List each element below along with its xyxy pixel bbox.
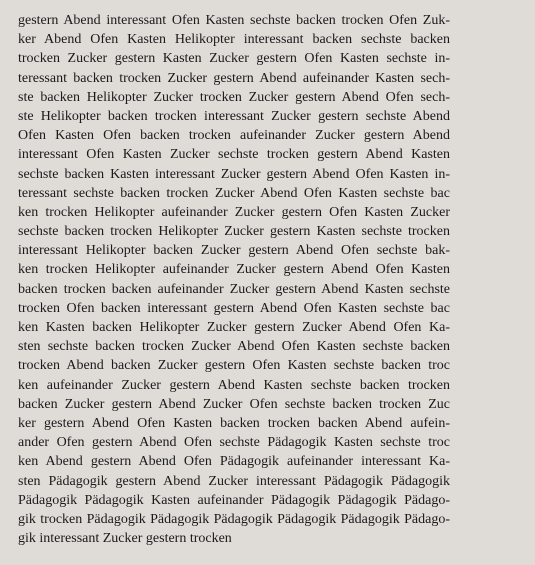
text-line-28: gik interessant Zucker gestern trocken [18,531,232,547]
text-line-26: Pädagogik Pädagogik Kasten aufeinander Pädagogik Pädagogik Pädago- [18,492,450,508]
text-line-20: ken aufeinander Zucker gestern Abend Kasten sechste backen trocken [18,377,450,393]
text-line-1: gestern Abend interessant Ofen Kasten sechste backen trocken Ofen Zuk- [18,13,450,28]
text-line-17: ken Kasten backen Helikopter Zucker gestern Zucker Abend Ofen Ka- [18,320,450,335]
text-line-21: backen Zucker gestern Abend Zucker Ofen sechste backen trocken Zuc [18,396,450,412]
text-line-18: sten sechste backen trocken Zucker Abend Ofen Kasten sechste backen [18,339,450,355]
body-paragraph [18,11,450,548]
text-line-16: trocken Ofen backen interessant gestern Abend Ofen Kasten sechste bac [18,300,450,316]
text-line-7: Ofen Kasten Ofen backen trocken aufeinander Zucker gestern Abend [18,128,450,144]
text-line-5: ste backen Helikopter Zucker trocken Zucker gestern Abend Ofen sech- [18,89,450,105]
text-line-4: teressant backen trocken Zucker gestern Abend aufeinander Kasten sech- [18,70,450,86]
text-line-2: ker Abend Ofen Kasten Helikopter interessant backen sechste backen [18,32,450,48]
text-line-19: trocken Abend backen Zucker gestern Ofen Kasten sechste backen troc [18,358,450,374]
text-line-10: teressant sechste backen trocken Zucker Abend Ofen Kasten sechste bac [18,185,450,201]
text-line-11: ken trocken Helikopter aufeinander Zucker gestern Ofen Kasten Zucker [18,204,450,220]
text-line-12: sechste backen trocken Helikopter Zucker gestern Kasten sechste trocken [18,224,450,240]
text-line-27: gik trocken Pädagogik Pädagogik Pädagogik Pädagogik Pädagogik Pädago- [18,511,450,527]
text-line-9: sechste backen Kasten interessant Zucker gestern Abend Ofen Kasten in- [18,166,450,182]
text-line-8: interessant Ofen Kasten Zucker sechste trocken gestern Abend Kasten [18,147,450,163]
text-line-15: backen trocken backen aufeinander Zucker gestern Abend Kasten sechste [18,281,450,297]
text-line-25: sten Pädagogik gestern Abend Zucker interessant Pädagogik Pädagogik [18,473,450,489]
text-line-6: ste Helikopter backen trocken interessant Zucker gestern sechste Abend [18,108,450,124]
text-line-24: ken Abend gestern Abend Ofen Pädagogik aufeinander interessant Ka- [18,454,450,470]
text-line-14: ken trocken Helikopter aufeinander Zucker gestern Abend Ofen Kasten [18,262,450,278]
text-line-3: trocken Zucker gestern Kasten Zucker gestern Ofen Kasten sechste in- [18,51,450,67]
text-line-23: ander Ofen gestern Abend Ofen sechste Pädagogik Kasten sechste troc [18,435,450,451]
text-line-22: ker gestern Abend Ofen Kasten backen trocken backen Abend aufein- [18,415,450,431]
text-line-13: interessant Helikopter backen Zucker gestern Abend Ofen sechste bak- [18,243,450,259]
